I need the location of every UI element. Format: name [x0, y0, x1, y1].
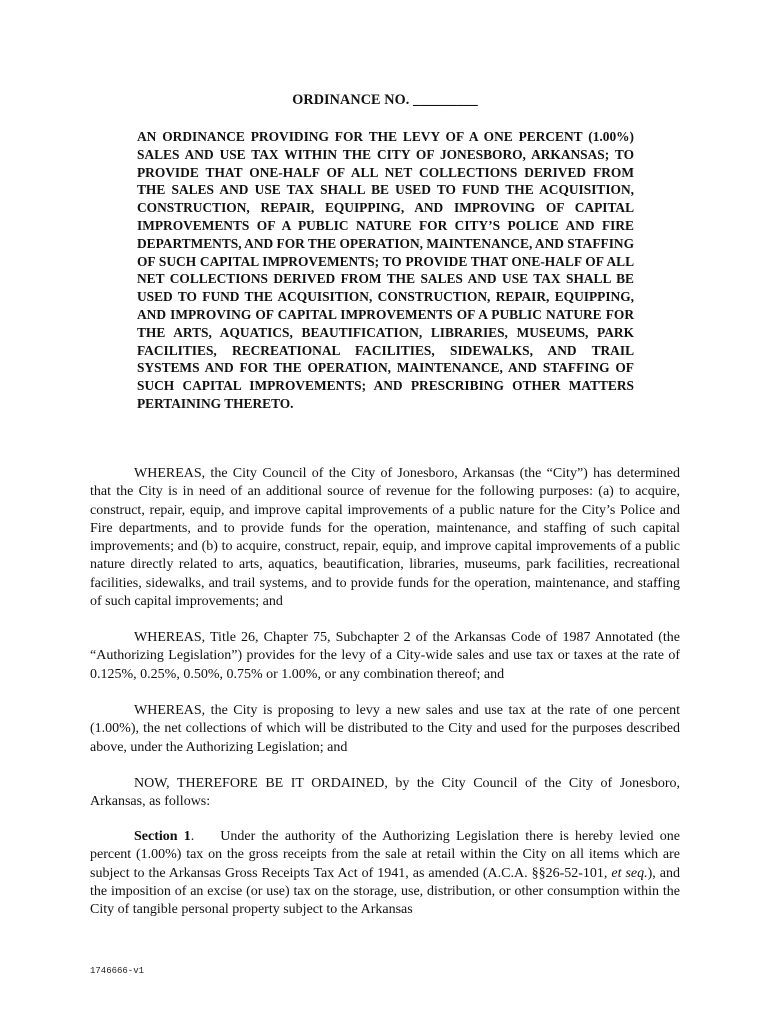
whereas-paragraph-1: WHEREAS, the City Council of the City of Jonesboro, Arkansas (the “City”) has determined that the City is in need of an additional source of revenue for the following purposes: (a) to acquire, construct, repair, equip, and improve capital improvements of a public nature for the City’s Police and Fire departments, and to provide funds for the operation, maintenance, and staffing of such capital improvements; and (b) to acquire, construct, repair, equip, and improve capital improvements of a public nature directly related to arts, aquatics, beautification, libraries, museums, park facilities, recreational facilities, sidewalks, and trail systems, and to provide funds for the operation, maintenance, and staffing of such capital improvements; and	[90, 466, 680, 610]
now-therefore-paragraph: NOW, THEREFORE BE IT ORDAINED, by the City Council of the City of Jonesboro, Arkansas, as follows:	[90, 776, 680, 810]
whereas-paragraph-3: WHEREAS, the City is proposing to levy a new sales and use tax at the rate of one percent (1.00%), the net collections of which will be distributed to the City and used for the purposes described above, under the Authorizing Legislation; and	[90, 703, 680, 755]
section-1-paragraph	[90, 828, 680, 919]
section-1-text-part1: Under the authority of the Authorizing Legislation there is hereby levied one percent (1.00%) tax on the gross receipts from the sale at retail within the City on all items which are subject to the Arkansas Gross Receipts Tax Act of 1941, as amended (A.C.A. §§26-52-101,	[90, 829, 680, 881]
ordinance-caption: AN ORDINANCE PROVIDING FOR THE LEVY OF A ONE PERCENT (1.00%) SALES AND USE TAX WITHIN THE CITY OF JONESBORO, ARKANSAS; TO PROVIDE THAT ONE-HALF OF ALL NET COLLECTIONS DERIVED FROM THE SALES AND USE TAX SHALL BE USED TO FUND THE ACQUISITION, CONSTRUCTION, REPAIR, EQUIPPING, AND IMPROVING OF CAPITAL IMPROVEMENTS OF A PUBLIC NATURE FOR CITY’S POLICE AND FIRE DEPARTMENTS, AND FOR THE OPERATION, MAINTENANCE, AND STAFFING OF SUCH CAPITAL IMPROVEMENTS; TO PROVIDE THAT ONE-HALF OF ALL NET COLLECTIONS DERIVED FROM THE SALES AND USE TAX SHALL BE USED TO FUND THE ACQUISITION, CONSTRUCTION, REPAIR, EQUIPPING, AND IMPROVING OF CAPITAL IMPROVEMENTS OF A PUBLIC NATURE FOR THE ARTS, AQUATICS, BEAUTIFICATION, LIBRARIES, MUSEUMS, PARK FACILITIES, RECREATIONAL FACILITIES, SIDEWALKS, AND TRAIL SYSTEMS AND FOR THE OPERATION, MAINTENANCE, AND STAFFING OF SUCH CAPITAL IMPROVEMENTS; AND PRESCRIBING OTHER MATTERS PERTAINING THERETO.	[137, 129, 635, 411]
section-1-text-italic: et seq.	[611, 865, 648, 881]
section-1-heading: Section 1.	[134, 829, 195, 844]
whereas-paragraph-2: WHEREAS, Title 26, Chapter 75, Subchapter 2 of the Arkansas Code of 1987 Annotated (the “Authorizing Legislation”) provides for the levy of a City-wide sales and use tax or taxes at the rate of 0.125%, 0.25%, 0.50%, 0.75% or 1.00%, or any combination thereof; and	[90, 630, 680, 682]
section-1-text-part2: ), and the imposition of an excise (or use) tax on the storage, use, distribution, or other consumption within the City of tangible personal property subject to the Arkansas	[90, 865, 680, 918]
document-id-footer: 1746666-v1	[90, 966, 145, 976]
ordinance-title: ORDINANCE NO. _________	[292, 92, 478, 108]
